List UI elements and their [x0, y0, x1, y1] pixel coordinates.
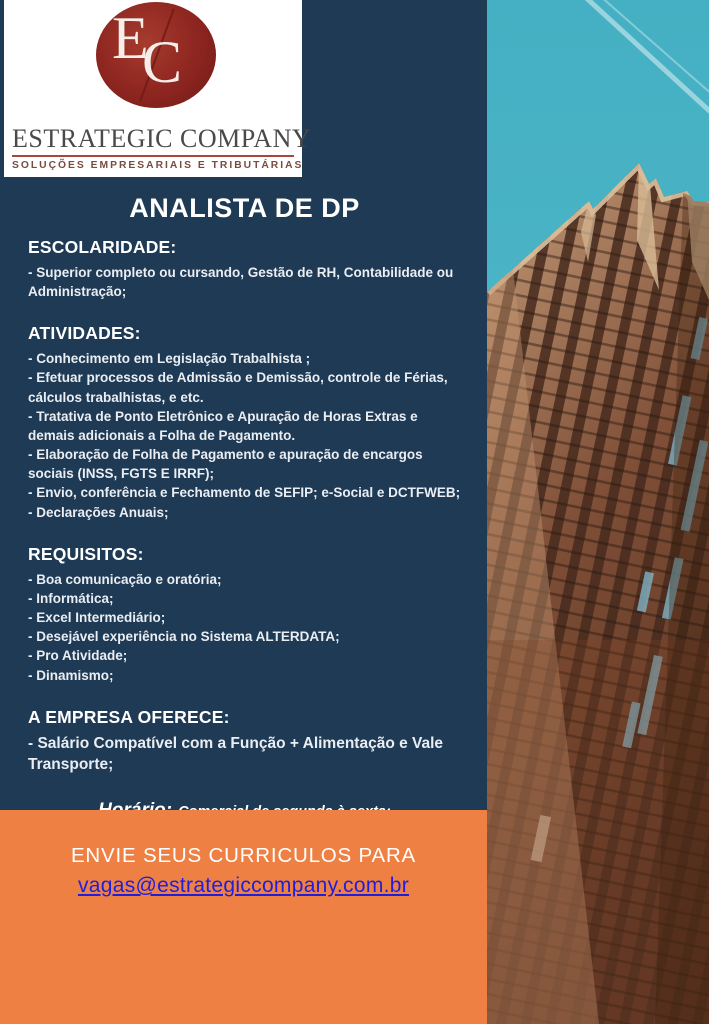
requisitos-item: - Excel Intermediário;	[28, 610, 166, 626]
section-requisitos	[28, 544, 461, 685]
logo-divider	[12, 155, 294, 157]
requisitos-item: - Desejável experiência no Sistema ALTERDATA;	[28, 629, 340, 645]
monogram-letter-c: C	[142, 29, 183, 95]
section-atividades	[28, 323, 461, 521]
job-sections	[28, 237, 461, 776]
skyscraper-photo	[487, 0, 709, 1024]
logo-monogram	[96, 2, 216, 108]
atividades-item: - Envio, conferência e Fechamento de SEFIP; e-Social e DCTFWEB;	[28, 485, 461, 501]
atividades-item: - Conhecimento em Legislação Trabalhista ;	[28, 351, 311, 367]
page-title: ANALISTA DE DP	[129, 193, 360, 223]
escolaridade-item: - Superior completo ou cursando, Gestão de RH, Contabilidade ou Administração;	[28, 265, 454, 300]
apply-cta-text: ENVIE SEUS CURRICULOS PARA	[70, 844, 417, 867]
atividades-heading: ATIVIDADES:	[28, 323, 141, 344]
apply-email-link[interactable]: vagas@estrategiccompany.com.br	[77, 874, 410, 897]
atividades-item: - Efetuar processos de Admissão e Demissão, controle de Férias, cálculos trabalhistas, e etc.	[28, 370, 448, 405]
logo-box	[4, 0, 312, 177]
section-escolaridade	[28, 237, 461, 301]
requisitos-item: - Pro Atividade;	[28, 648, 128, 664]
monogram-letter-e: E	[112, 5, 149, 71]
company-name: ESTRATEGIC COMPANY	[12, 124, 312, 153]
job-content	[0, 177, 487, 822]
company-tagline: SOLUÇÕES EMPRESARIAIS E TRIBUTÁRIAS	[12, 160, 304, 171]
requisitos-heading: REQUISITOS:	[28, 543, 144, 564]
atividades-item: - Elaboração de Folha de Pagamento e apuração de encargos sociais (INSS, FGTS E IRRF);	[28, 447, 423, 482]
atividades-item: - Tratativa de Ponto Eletrônico e Apuração de Horas Extras e demais adicionais a Folha de Pagamento.	[28, 408, 418, 443]
empresa-oferece-heading: A EMPRESA OFERECE:	[28, 706, 230, 727]
requisitos-item: - Dinamismo;	[28, 667, 114, 683]
requisitos-item: - Boa comunicação e oratória;	[28, 571, 222, 587]
requisitos-item: - Informática;	[28, 590, 114, 606]
apply-footer	[0, 810, 487, 1024]
escolaridade-heading: ESCOLARIDADE:	[28, 237, 177, 257]
empresa-oferece-item: - Salário Compatível com a Função + Alimentação e Vale Transporte;	[28, 734, 444, 774]
section-empresa-oferece	[28, 707, 461, 776]
atividades-item: - Declarações Anuais;	[28, 504, 169, 520]
